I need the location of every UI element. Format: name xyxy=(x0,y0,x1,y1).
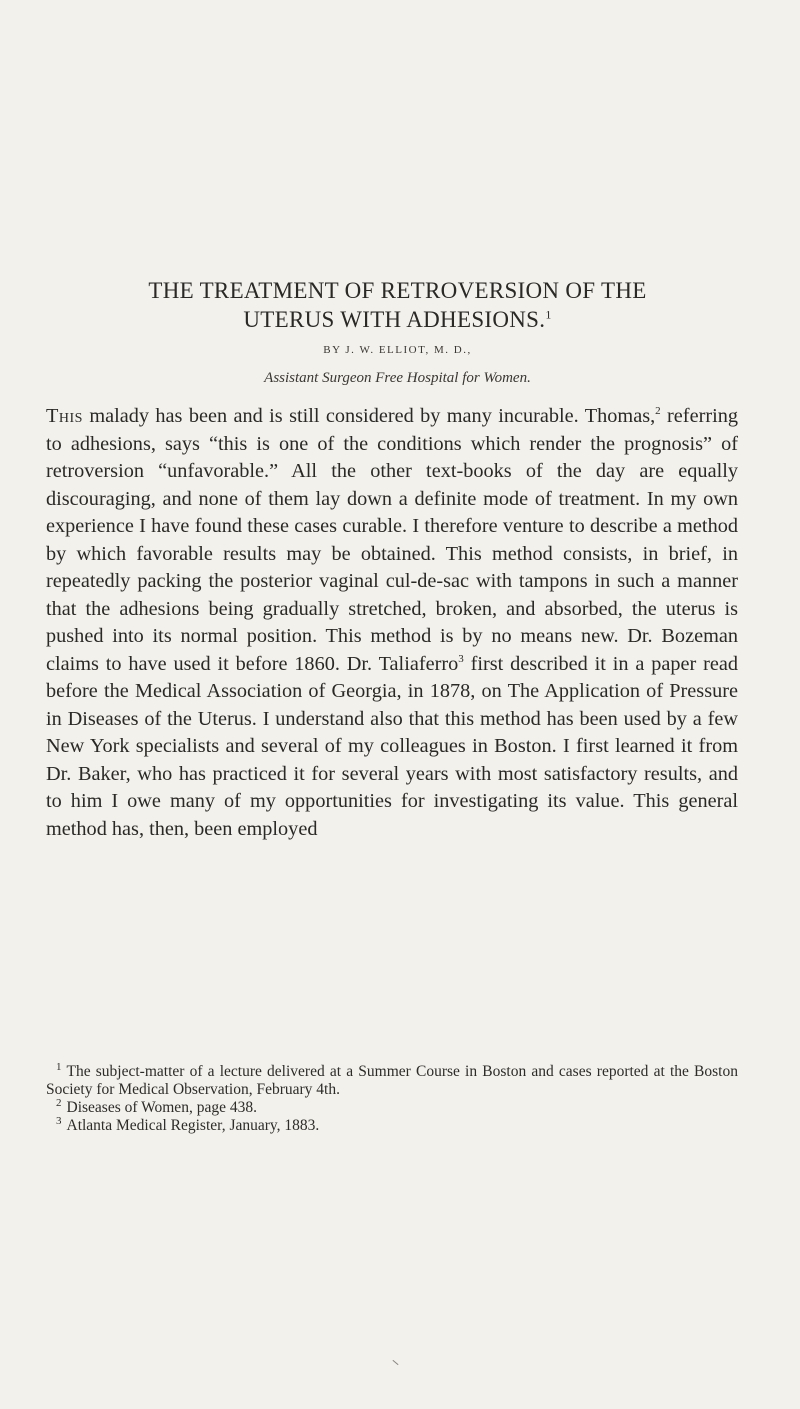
footnote-ref-3: 3 xyxy=(458,652,464,665)
author-byline: BY J. W. ELLIOT, M. D., xyxy=(323,344,472,356)
body-segment-2: referring to adhesions, says “this is one of the conditions which render the prognosis” of retroversion “unfavorable.” All the other text-books of the day are equally discouraging, and none of them lay down a definite mode of treatment. In my own experience I have found these cases curable. I therefore venture to describe a method by which favorable results may be obtained. This method consists, in brief, in repeatedly packing the posterior vaginal cul-de-sac with tampons in such a manner that the adhesions being gradually stretched, broken, and absorbed, the uterus is pushed into its normal position. This method is by no means new. Dr. Bozeman claims to have used it before 1860. Dr. Taliaferro xyxy=(46,405,738,675)
author-affiliation: Assistant Surgeon Free Hospital for Women. xyxy=(264,370,531,386)
title-footnote-ref: 1 xyxy=(545,307,552,322)
footnote-1 xyxy=(46,1060,738,1099)
footnote-1-number: 1 xyxy=(56,1060,62,1073)
footnotes xyxy=(46,1060,738,1135)
body-segment-3: first described it in a paper read before the Medical Association of Georgia, in 1878, on The Application of Pressure in Diseases of the Uterus. I understand also that this method has been used by a few New York specialists and several of my colleagues in Boston. I first learned it from Dr. Baker, who has practiced it for several years with most satisfactory results, and to him I owe many of my opportunities for investigating its value. This general method has, then, been employed xyxy=(46,652,738,840)
footnote-2-text: Diseases of Women, page 438. xyxy=(66,1099,257,1116)
stray-mark xyxy=(392,1360,398,1365)
title-line-2-text: UTERUS WITH ADHESIONS. xyxy=(243,307,546,332)
footnote-ref-2: 2 xyxy=(655,405,661,418)
opening-word: This xyxy=(46,405,83,427)
body-segment-1: malady has been and is still considered by many incurable. Thomas, xyxy=(82,405,656,427)
footnote-3-number: 3 xyxy=(56,1114,62,1127)
footnote-3-text: Atlanta Medical Register, January, 1883. xyxy=(66,1117,320,1134)
body-paragraph xyxy=(46,403,738,843)
footnote-1-text: The subject-matter of a lecture delivered at a Summer Course in Boston and cases reported at the Boston Society for Medical Observation, February 4th. xyxy=(46,1063,738,1098)
article-title xyxy=(40,276,755,334)
footnote-2-number: 2 xyxy=(56,1096,62,1109)
footnote-2 xyxy=(46,1096,738,1117)
footnote-3 xyxy=(46,1114,738,1135)
title-line-1: THE TREATMENT OF RETROVERSION OF THE xyxy=(148,278,647,303)
title-line-2 xyxy=(40,305,755,334)
body-text xyxy=(46,403,738,843)
